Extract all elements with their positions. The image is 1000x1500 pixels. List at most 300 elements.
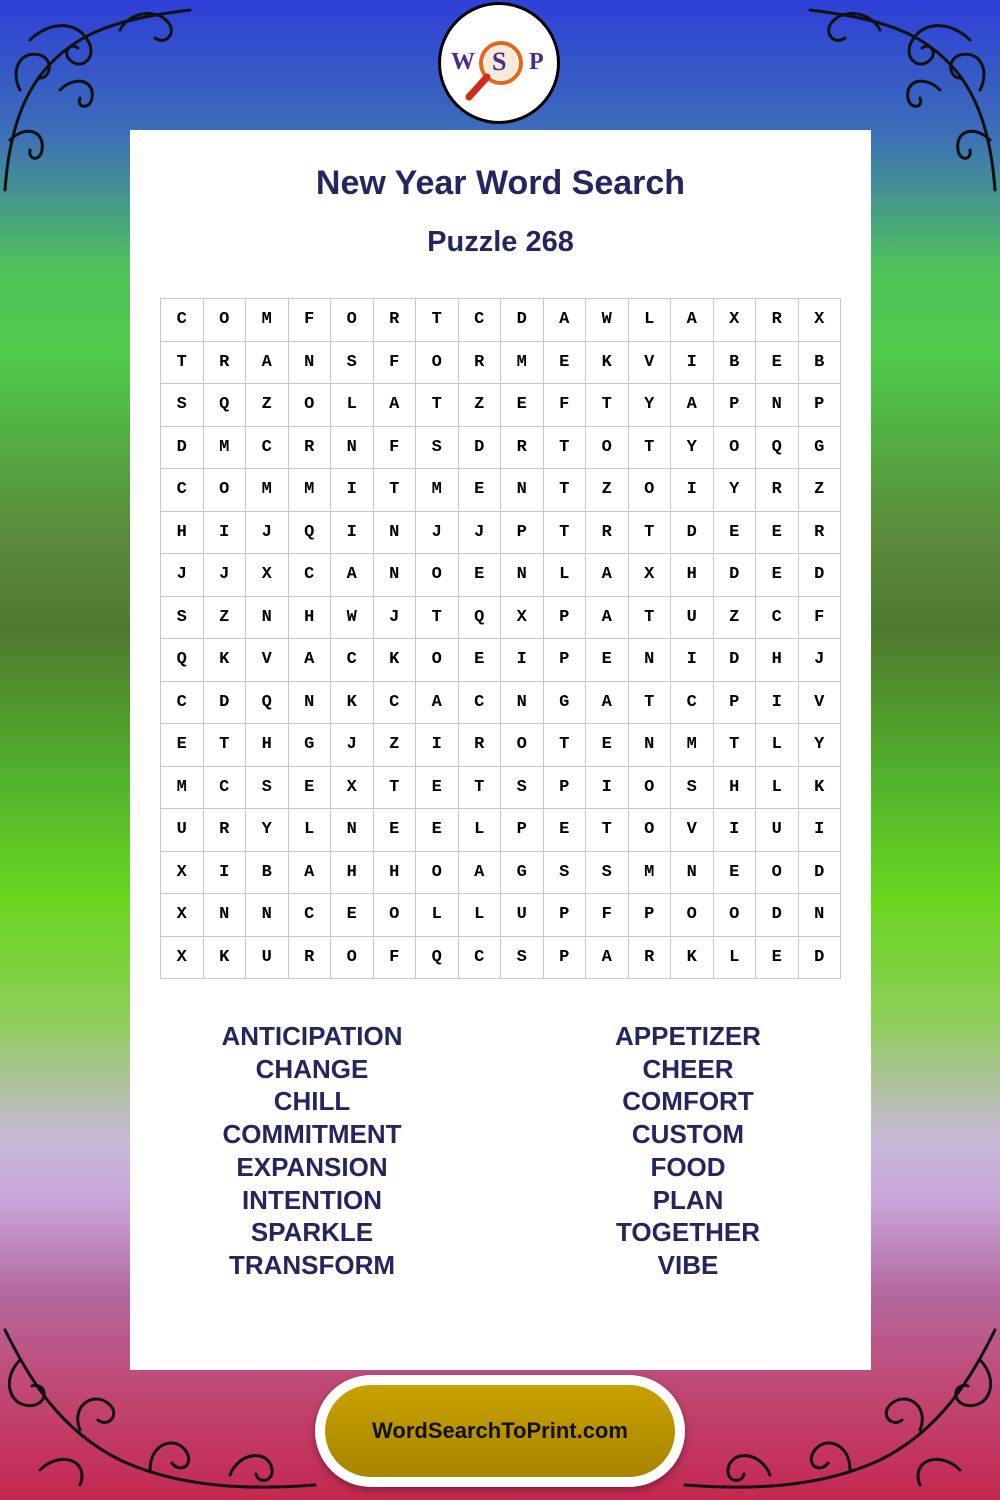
grid-cell[interactable]: A [543, 299, 586, 342]
grid-cell[interactable]: T [543, 724, 586, 767]
grid-cell[interactable]: M [501, 341, 544, 384]
grid-cell[interactable]: M [671, 724, 714, 767]
grid-cell[interactable]: I [713, 809, 756, 852]
grid-row [161, 554, 841, 597]
grid-row [161, 639, 841, 682]
grid-cell[interactable]: E [756, 511, 799, 554]
grid-cell[interactable]: R [203, 341, 246, 384]
grid-cell[interactable]: E [713, 511, 756, 554]
word-list-item: APPETIZER [615, 1021, 761, 1051]
grid-cell[interactable]: Q [458, 596, 501, 639]
grid-cell[interactable]: O [628, 469, 671, 512]
grid-cell[interactable]: T [373, 766, 416, 809]
grid-cell[interactable]: U [756, 809, 799, 852]
grid-row [161, 851, 841, 894]
grid-cell[interactable]: F [586, 894, 629, 937]
grid-cell[interactable]: E [756, 341, 799, 384]
grid-cell[interactable]: U [161, 809, 204, 852]
grid-cell[interactable]: N [756, 384, 799, 427]
grid-row [161, 299, 841, 342]
grid-cell[interactable]: M [246, 299, 289, 342]
grid-cell[interactable]: T [416, 596, 459, 639]
grid-cell[interactable]: L [756, 724, 799, 767]
grid-cell[interactable]: X [331, 766, 374, 809]
grid-cell[interactable]: R [756, 299, 799, 342]
grid-cell[interactable]: I [331, 511, 374, 554]
grid-cell[interactable]: D [203, 681, 246, 724]
grid-cell[interactable]: C [161, 299, 204, 342]
grid-cell[interactable]: E [586, 724, 629, 767]
grid-cell[interactable]: N [288, 681, 331, 724]
grid-cell[interactable]: T [373, 469, 416, 512]
grid-cell[interactable]: F [373, 936, 416, 979]
grid-cell[interactable]: C [671, 681, 714, 724]
grid-cell[interactable]: P [798, 384, 841, 427]
grid-cell[interactable]: I [586, 766, 629, 809]
page-title: New Year Word Search [315, 164, 686, 202]
grid-cell[interactable]: C [246, 426, 289, 469]
grid-cell[interactable]: Q [288, 511, 331, 554]
site-logo[interactable] [438, 2, 560, 124]
grid-cell[interactable]: K [373, 639, 416, 682]
grid-cell[interactable]: O [416, 341, 459, 384]
grid-cell[interactable]: O [671, 894, 714, 937]
grid-cell[interactable]: E [586, 639, 629, 682]
grid-cell[interactable]: M [416, 469, 459, 512]
grid-cell[interactable]: I [756, 681, 799, 724]
grid-cell[interactable]: T [628, 596, 671, 639]
grid-cell[interactable]: A [586, 554, 629, 597]
grid-cell[interactable]: R [458, 341, 501, 384]
grid-cell[interactable]: L [416, 894, 459, 937]
grid-cell[interactable]: R [373, 299, 416, 342]
word-list-item: COMFORT [622, 1086, 754, 1117]
grid-cell[interactable]: O [416, 851, 459, 894]
grid-cell[interactable]: N [373, 554, 416, 597]
grid-row [161, 384, 841, 427]
grid-cell[interactable]: I [416, 724, 459, 767]
grid-cell[interactable]: H [756, 639, 799, 682]
grid-cell[interactable]: S [161, 384, 204, 427]
grid-cell[interactable]: E [713, 851, 756, 894]
grid-cell[interactable]: T [203, 724, 246, 767]
grid-cell[interactable]: X [713, 299, 756, 342]
grid-cell[interactable]: T [543, 511, 586, 554]
word-list-item: FOOD [650, 1151, 726, 1182]
grid-cell[interactable]: L [543, 554, 586, 597]
grid-cell[interactable]: K [203, 639, 246, 682]
grid-cell[interactable]: E [458, 554, 501, 597]
grid-cell[interactable]: N [628, 639, 671, 682]
grid-cell[interactable]: D [161, 426, 204, 469]
grid-cell[interactable]: S [586, 851, 629, 894]
word-list-item: TOGETHER [616, 1217, 760, 1248]
grid-cell[interactable]: O [331, 299, 374, 342]
grid-cell[interactable]: U [671, 596, 714, 639]
grid-cell[interactable]: V [628, 341, 671, 384]
grid-cell[interactable]: L [288, 809, 331, 852]
word-list-item: CHEER [642, 1053, 734, 1084]
word-list-item: EXPANSION [236, 1151, 388, 1182]
grid-cell[interactable]: C [458, 681, 501, 724]
word-list-item: ANTICIPATION [221, 1021, 403, 1051]
grid-cell[interactable]: F [373, 341, 416, 384]
grid-cell[interactable]: J [373, 596, 416, 639]
grid-cell[interactable]: D [713, 554, 756, 597]
grid-cell[interactable]: Z [586, 469, 629, 512]
grid-cell[interactable]: T [628, 511, 671, 554]
grid-cell[interactable]: E [756, 936, 799, 979]
grid-cell[interactable]: U [501, 894, 544, 937]
grid-cell[interactable]: G [288, 724, 331, 767]
grid-row [161, 469, 841, 512]
grid-cell[interactable]: E [416, 766, 459, 809]
word-list-item: PLAN [652, 1184, 724, 1215]
grid-cell[interactable]: J [161, 554, 204, 597]
grid-cell[interactable]: B [713, 341, 756, 384]
grid-cell[interactable]: Q [246, 681, 289, 724]
grid-cell[interactable]: E [373, 809, 416, 852]
grid-row [161, 894, 841, 937]
grid-cell[interactable]: O [713, 894, 756, 937]
grid-cell[interactable]: M [203, 426, 246, 469]
grid-cell[interactable]: Z [203, 596, 246, 639]
grid-cell[interactable]: K [586, 341, 629, 384]
grid-cell[interactable]: Z [798, 469, 841, 512]
grid-cell[interactable]: C [161, 681, 204, 724]
grid-cell[interactable]: J [246, 511, 289, 554]
grid-cell[interactable]: G [543, 681, 586, 724]
grid-cell[interactable]: Y [246, 809, 289, 852]
grid-cell[interactable]: W [586, 299, 629, 342]
grid-cell[interactable]: M [288, 469, 331, 512]
grid-cell[interactable]: S [161, 596, 204, 639]
grid-cell[interactable]: A [586, 681, 629, 724]
grid-cell[interactable]: F [798, 596, 841, 639]
grid-cell[interactable]: C [288, 554, 331, 597]
grid-cell[interactable]: Q [416, 936, 459, 979]
word-list-item: VIBE [657, 1249, 719, 1280]
grid-cell[interactable]: B [798, 341, 841, 384]
grid-cell[interactable]: Z [458, 384, 501, 427]
grid-cell[interactable]: T [416, 299, 459, 342]
grid-cell[interactable]: N [203, 894, 246, 937]
grid-cell[interactable]: P [628, 894, 671, 937]
grid-cell[interactable]: R [203, 809, 246, 852]
grid-cell[interactable]: N [288, 341, 331, 384]
grid-cell[interactable]: C [458, 936, 501, 979]
grid-cell[interactable]: T [628, 681, 671, 724]
grid-cell[interactable]: D [501, 299, 544, 342]
grid-cell[interactable]: T [586, 809, 629, 852]
grid-cell[interactable]: L [628, 299, 671, 342]
grid-cell[interactable]: O [288, 384, 331, 427]
grid-row [161, 426, 841, 469]
grid-cell[interactable]: E [416, 809, 459, 852]
grid-cell[interactable]: R [458, 724, 501, 767]
grid-cell[interactable]: A [671, 299, 714, 342]
grid-cell[interactable]: Q [203, 384, 246, 427]
grid-cell[interactable]: A [586, 596, 629, 639]
letter-grid [160, 298, 841, 979]
grid-cell[interactable]: J [331, 724, 374, 767]
grid-cell[interactable]: X [798, 299, 841, 342]
grid-cell[interactable]: H [373, 851, 416, 894]
grid-cell[interactable]: A [373, 384, 416, 427]
grid-cell[interactable]: B [246, 851, 289, 894]
grid-cell[interactable]: R [288, 426, 331, 469]
grid-cell[interactable]: R [798, 511, 841, 554]
grid-cell[interactable]: E [331, 894, 374, 937]
logo-letter-w: W [451, 49, 475, 75]
grid-cell[interactable]: O [501, 724, 544, 767]
grid-cell[interactable]: I [331, 469, 374, 512]
grid-cell[interactable]: D [671, 511, 714, 554]
grid-cell[interactable]: P [501, 511, 544, 554]
grid-cell[interactable]: N [331, 809, 374, 852]
grid-cell[interactable]: G [798, 426, 841, 469]
grid-cell[interactable]: J [458, 511, 501, 554]
grid-cell[interactable]: F [288, 299, 331, 342]
grid-cell[interactable]: S [501, 936, 544, 979]
grid-cell[interactable]: N [373, 511, 416, 554]
grid-cell[interactable]: P [543, 639, 586, 682]
grid-cell[interactable]: T [628, 426, 671, 469]
grid-cell[interactable]: C [331, 639, 374, 682]
logo-letter-p: P [529, 49, 544, 75]
grid-cell[interactable]: J [416, 511, 459, 554]
grid-cell[interactable]: M [246, 469, 289, 512]
grid-cell[interactable]: W [331, 596, 374, 639]
grid-cell[interactable]: T [458, 766, 501, 809]
grid-cell[interactable]: A [416, 681, 459, 724]
grid-cell[interactable]: N [501, 554, 544, 597]
grid-cell[interactable]: O [373, 894, 416, 937]
word-list-item: CHILL [273, 1086, 351, 1117]
grid-cell[interactable]: C [161, 469, 204, 512]
grid-cell[interactable]: X [501, 596, 544, 639]
grid-cell[interactable]: E [543, 809, 586, 852]
grid-cell[interactable]: X [246, 554, 289, 597]
grid-cell[interactable]: C [288, 894, 331, 937]
grid-cell[interactable]: H [671, 554, 714, 597]
grid-cell[interactable]: S [671, 766, 714, 809]
grid-cell[interactable]: H [288, 596, 331, 639]
word-list-item: CUSTOM [631, 1119, 745, 1150]
grid-cell[interactable]: L [458, 809, 501, 852]
grid-cell[interactable]: D [798, 936, 841, 979]
grid-cell[interactable]: D [798, 554, 841, 597]
grid-row [161, 681, 841, 724]
grid-cell[interactable]: N [501, 469, 544, 512]
grid-cell[interactable]: I [501, 639, 544, 682]
grid-cell[interactable]: N [798, 894, 841, 937]
grid-cell[interactable]: P [543, 766, 586, 809]
grid-cell[interactable]: A [288, 851, 331, 894]
grid-cell[interactable]: O [331, 936, 374, 979]
word-list-item: TRANSFORM [228, 1249, 396, 1280]
grid-cell[interactable]: R [756, 469, 799, 512]
grid-row [161, 596, 841, 639]
grid-cell[interactable]: A [671, 384, 714, 427]
grid-cell[interactable]: D [756, 894, 799, 937]
grid-cell[interactable]: Y [671, 426, 714, 469]
word-list-item: INTENTION [241, 1184, 383, 1215]
grid-cell[interactable]: K [798, 766, 841, 809]
grid-cell[interactable]: H [713, 766, 756, 809]
grid-cell[interactable]: V [246, 639, 289, 682]
grid-cell[interactable]: S [331, 341, 374, 384]
grid-cell[interactable]: Z [373, 724, 416, 767]
grid-cell[interactable]: C [756, 596, 799, 639]
grid-cell[interactable]: L [331, 384, 374, 427]
grid-cell[interactable]: E [288, 766, 331, 809]
grid-cell[interactable]: L [713, 936, 756, 979]
grid-cell[interactable]: A [288, 639, 331, 682]
grid-cell[interactable]: O [416, 639, 459, 682]
site-url-link[interactable]: WordSearchToPrint.com [372, 1418, 628, 1443]
logo-letter-s: S [492, 47, 507, 76]
grid-cell[interactable]: K [671, 936, 714, 979]
grid-cell[interactable]: E [161, 724, 204, 767]
grid-cell[interactable]: I [671, 341, 714, 384]
grid-cell[interactable]: O [586, 426, 629, 469]
grid-cell[interactable]: I [671, 469, 714, 512]
grid-cell[interactable]: C [373, 681, 416, 724]
grid-cell[interactable]: F [373, 426, 416, 469]
grid-cell[interactable]: Q [161, 639, 204, 682]
grid-cell[interactable]: E [501, 384, 544, 427]
grid-cell[interactable]: D [798, 851, 841, 894]
grid-cell[interactable]: X [161, 851, 204, 894]
grid-cell[interactable]: F [543, 384, 586, 427]
grid-cell[interactable]: O [756, 851, 799, 894]
grid-cell[interactable]: T [416, 384, 459, 427]
grid-cell[interactable]: C [458, 299, 501, 342]
grid-row [161, 809, 841, 852]
grid-cell[interactable]: U [246, 936, 289, 979]
grid-cell[interactable]: V [798, 681, 841, 724]
grid-cell[interactable]: G [501, 851, 544, 894]
grid-cell[interactable]: O [713, 426, 756, 469]
grid-cell[interactable]: M [161, 766, 204, 809]
grid-cell[interactable]: Y [628, 384, 671, 427]
grid-cell[interactable]: O [628, 809, 671, 852]
grid-cell[interactable]: A [331, 554, 374, 597]
grid-cell[interactable]: A [586, 936, 629, 979]
grid-cell[interactable]: X [161, 936, 204, 979]
grid-cell[interactable]: X [161, 894, 204, 937]
grid-cell[interactable]: N [501, 681, 544, 724]
site-banner[interactable] [315, 1375, 685, 1487]
grid-cell[interactable]: I [203, 851, 246, 894]
grid-cell[interactable]: Y [713, 469, 756, 512]
grid-cell[interactable]: P [713, 681, 756, 724]
grid-cell[interactable]: S [416, 426, 459, 469]
grid-row [161, 724, 841, 767]
grid-cell[interactable]: X [628, 554, 671, 597]
grid-cell[interactable]: T [586, 384, 629, 427]
grid-cell[interactable]: Y [798, 724, 841, 767]
grid-cell[interactable]: V [671, 809, 714, 852]
grid-cell[interactable]: S [501, 766, 544, 809]
grid-cell[interactable]: K [203, 936, 246, 979]
grid-cell[interactable]: P [543, 894, 586, 937]
grid-cell[interactable]: A [246, 341, 289, 384]
grid-cell[interactable]: I [671, 639, 714, 682]
puzzle-sheet [130, 130, 871, 1370]
grid-cell[interactable]: N [246, 596, 289, 639]
grid-cell[interactable]: H [246, 724, 289, 767]
grid-cell[interactable]: C [203, 766, 246, 809]
grid-cell[interactable]: N [628, 724, 671, 767]
grid-cell[interactable]: I [798, 809, 841, 852]
grid-cell[interactable]: R [288, 936, 331, 979]
grid-cell[interactable]: H [161, 511, 204, 554]
grid-cell[interactable]: S [543, 851, 586, 894]
grid-cell[interactable]: K [331, 681, 374, 724]
grid-cell[interactable]: E [756, 554, 799, 597]
grid-cell[interactable]: T [543, 426, 586, 469]
grid-cell[interactable]: P [713, 384, 756, 427]
grid-cell[interactable]: T [161, 341, 204, 384]
grid-cell[interactable]: R [586, 511, 629, 554]
grid-cell[interactable]: E [458, 469, 501, 512]
grid-cell[interactable]: S [246, 766, 289, 809]
grid-row [161, 936, 841, 979]
grid-cell[interactable]: N [331, 426, 374, 469]
grid-row [161, 341, 841, 384]
grid-cell[interactable]: O [203, 469, 246, 512]
grid-cell[interactable]: D [458, 426, 501, 469]
grid-cell[interactable]: P [501, 809, 544, 852]
grid-cell[interactable]: P [543, 596, 586, 639]
grid-cell[interactable]: J [798, 639, 841, 682]
grid-cell[interactable]: R [628, 936, 671, 979]
grid-cell[interactable]: D [713, 639, 756, 682]
word-list-right-column [538, 1020, 838, 1282]
site-banner-inner [325, 1385, 675, 1477]
grid-cell[interactable]: T [543, 469, 586, 512]
grid-cell[interactable]: N [671, 851, 714, 894]
grid-cell[interactable]: L [756, 766, 799, 809]
grid-cell[interactable]: R [501, 426, 544, 469]
grid-cell[interactable]: J [203, 554, 246, 597]
grid-cell[interactable]: O [203, 299, 246, 342]
grid-cell[interactable]: M [628, 851, 671, 894]
grid-row [161, 511, 841, 554]
word-list-item: COMMITMENT [222, 1119, 402, 1150]
grid-cell[interactable]: H [331, 851, 374, 894]
word-list-item: SPARKLE [250, 1217, 374, 1248]
grid-cell[interactable]: O [416, 554, 459, 597]
grid-cell[interactable]: T [713, 724, 756, 767]
grid-cell[interactable]: E [458, 639, 501, 682]
grid-cell[interactable]: E [543, 341, 586, 384]
grid-row [161, 766, 841, 809]
word-list-left-column [162, 1020, 462, 1282]
grid-cell[interactable]: N [246, 894, 289, 937]
grid-cell[interactable]: Q [756, 426, 799, 469]
grid-cell[interactable]: Z [713, 596, 756, 639]
grid-cell[interactable]: I [203, 511, 246, 554]
grid-cell[interactable]: P [543, 936, 586, 979]
grid-cell[interactable]: Z [246, 384, 289, 427]
puzzle-number: Puzzle 268 [427, 226, 574, 258]
grid-cell[interactable]: O [628, 766, 671, 809]
grid-cell[interactable]: L [458, 894, 501, 937]
grid-cell[interactable]: A [458, 851, 501, 894]
